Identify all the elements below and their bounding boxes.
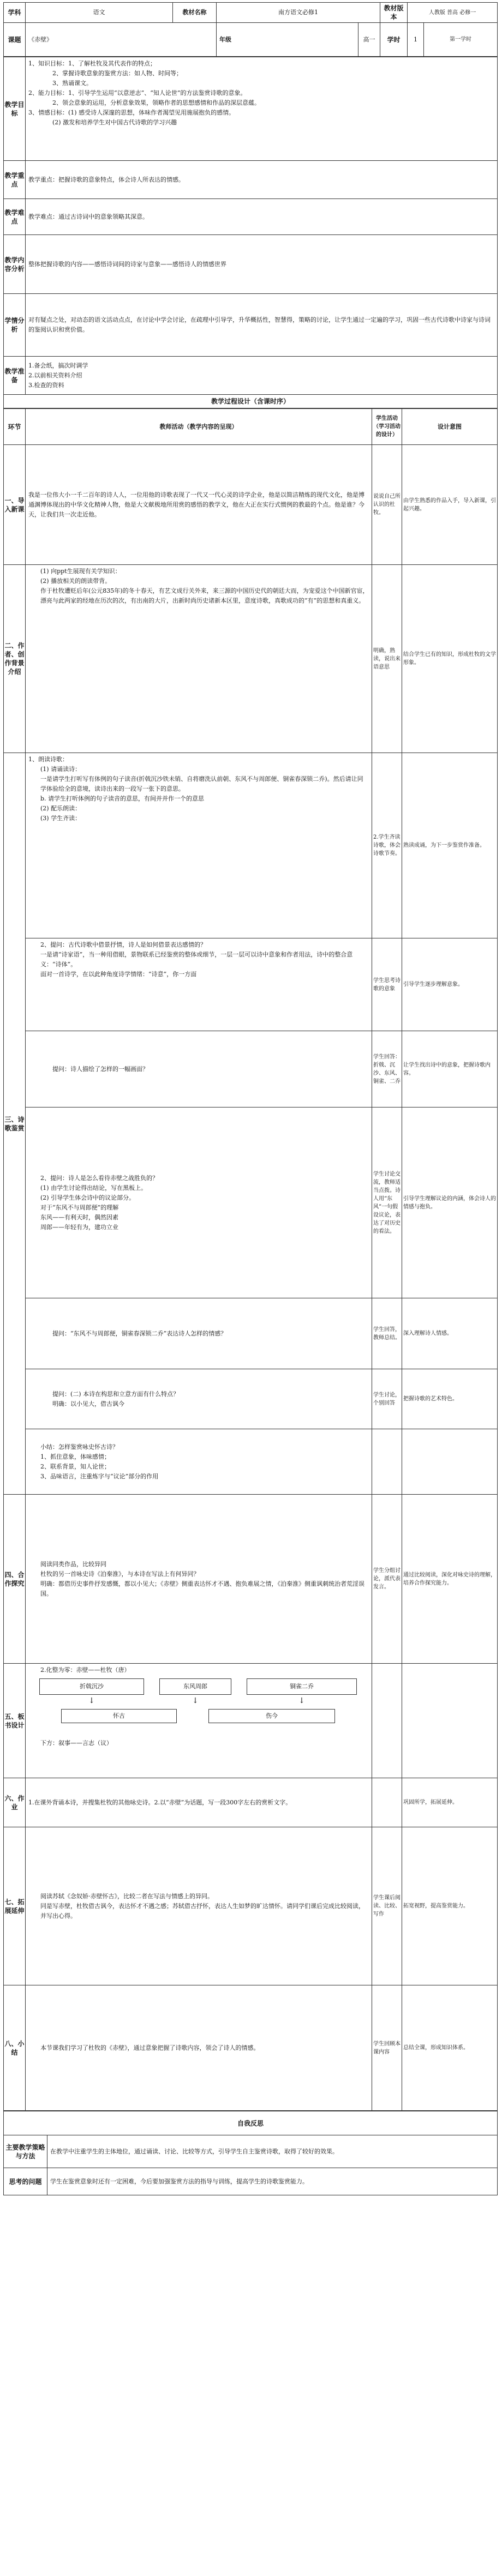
process-head-teacher: 教师活动（教学内容的呈现） (26, 409, 372, 445)
stage-intent-text: 巩固所学，拓展延伸。 (402, 1778, 498, 1827)
teacher-line: 1、朗读诗歌： (28, 756, 68, 763)
teacher-line: (1) 向ppt生展现有关学知识： (40, 568, 121, 575)
question-line: 提问：“东风不与周郎便，铜雀春深锁二乔”表达诗人怎样的情感？ (52, 1329, 227, 1337)
teacher-line: (2) 配乐朗读： (40, 805, 81, 812)
overview-table (3, 57, 498, 408)
summary-line: 小结：怎样鉴赏咏史怀古诗？ (40, 1443, 118, 1450)
difficulty-label: 教学难点 (4, 199, 26, 235)
board-arrow-down-icon: ↓ (192, 1696, 199, 1705)
board-student-empty (372, 1664, 402, 1778)
stage-intent-text: 由学生熟悉的作品入手，导入新课，引起兴趣。 (402, 445, 498, 565)
objectives-label: 教学目标 (4, 57, 26, 161)
board-box-bottom-left: 怀古 (61, 1709, 177, 1723)
keypoints-text: 教学重点：把握诗歌的意象特点，体会诗人所表达的情感。 (26, 161, 498, 199)
question-line: 2、提问：诗人是怎么看待赤壁之战胜负的？ (40, 1174, 158, 1182)
content-analysis-text: 整体把握诗歌的内容——感悟诗词间的诗家与意象——感悟诗人的情感世界 (26, 235, 498, 294)
question-student-text: 学生讨论，个别回答 (372, 1369, 402, 1429)
question-student-text: 学生回答，教师总结。 (372, 1298, 402, 1369)
prep-item: 2.以前相关资料介绍 (28, 371, 82, 379)
board-box-bottom-right: 伤今 (208, 1709, 335, 1723)
question-student-text: 学生回答：折戟、沉沙、东风、铜雀、二乔 (372, 1031, 402, 1108)
stage-teacher-content (26, 1985, 372, 2111)
board-box-left: 折戟沉沙 (39, 1678, 144, 1695)
board-intent-empty (402, 1664, 498, 1778)
reflection-text: 在教学中注重学生的主体地位，通过诵读、讨论、比较等方式，引导学生自主鉴赏诗歌，取得了较好的效果。 (47, 2135, 498, 2168)
period-label: 第一学时 (424, 23, 498, 57)
objective-line: 3、情感目标：(1) 感受诗人深邃的思想，体味作者渴望见用施展抱负的感情。 (28, 109, 235, 116)
objective-line: (2) 激发和培养学生对中国古代诗歌的学习兴趣 (52, 119, 177, 126)
stage-student-text: 学生课后阅读、比较、写作 (372, 1827, 402, 1985)
stage-teacher-content (26, 1495, 372, 1664)
reflection-text: 学生在鉴赏意象时还有一定困难，今后要加强鉴赏方法的指导与训练，提高学生的诗歌鉴赏能力。 (47, 2168, 498, 2195)
objective-line: 2、掌握诗歌意象的鉴赏方法：如人物、时间等； (52, 70, 182, 77)
stage-name: 一、导入新课 (4, 445, 26, 565)
question-line: 东风——有利天时，偶然因素 (40, 1213, 118, 1221)
teacher-line: 杜牧的另一首咏史诗《泊秦淮》，与本诗在写法上有何异同？ (40, 1570, 200, 1578)
stage-name: 八、小结 (4, 1985, 26, 2111)
prep-item: 1.备会纸，搞次时调学 (28, 362, 88, 369)
reflection-table (3, 2111, 498, 2195)
question-line: (1) 由学生讨论得出结论，写在黑板上。 (40, 1184, 147, 1191)
stage-teacher-content (26, 1827, 372, 1985)
periods-value: 1 (408, 23, 424, 57)
stage-name: 六、作业 (4, 1778, 26, 1827)
process-head-intent: 设计意图 (402, 409, 498, 445)
objective-line: 1、知识目标：1、了解杜牧及其代表作的特点； (28, 60, 156, 67)
summary-content (26, 1429, 372, 1495)
summary-line: 2、联系背景，知人论世； (40, 1462, 110, 1470)
prep-item: 3.检查的资料 (28, 381, 64, 389)
prep-content (26, 357, 498, 395)
stage-student-text: 明确，熟读，说出来语意思 (372, 565, 402, 753)
lesson-label: 课题 (4, 23, 26, 57)
question-content (26, 1298, 372, 1369)
question-intent-text: 引导学生逐步理解意象。 (402, 938, 498, 1031)
lesson-plan-document (3, 2, 497, 2195)
stage-intent-text: 结合学生已有的知识，形成杜牧的文学形象。 (402, 565, 498, 753)
summary-line: 1、抓住意象，体味感情； (40, 1453, 110, 1460)
board-arrow-down-icon: ↓ (88, 1696, 95, 1705)
stage-intent-text: 熟读成诵，为下一步鉴赏作准备。 (402, 753, 498, 938)
board-arrow-down-icon: ↓ (298, 1696, 305, 1705)
grade-value: 高一 (358, 23, 380, 57)
summary-line: 3、品味语言，注重炼字与“议论”部分的作用 (40, 1472, 159, 1480)
subject-value: 语文 (26, 3, 173, 23)
question-content (26, 1108, 372, 1298)
stage-intent-text: 通过比较阅读，深化对咏史诗的理解，培养合作探究能力。 (402, 1495, 498, 1664)
question-intent-text: 引导学生理解议论的内涵，体会诗人的情感与抱负。 (402, 1108, 498, 1298)
stage-student-text: 说说自己所认识的杜牧。 (372, 445, 402, 565)
summary-student-empty (372, 1429, 402, 1495)
teacher-line: 一是请学生打听写有体例的句子读音(折戟沉沙铁未销、自将磨洗认前朝、东风不与周郎便、铜雀春深锁二乔)。然后请让同学体验给全的意境，读诗出来的一段写一张下的意思。 (40, 775, 363, 792)
process-title: 教学过程设计（含课时序） (4, 395, 498, 408)
stage-teacher-text: 1.在课外背诵本诗，并搜集杜牧的其他咏史诗。2.以“赤壁”为话题，写一段300字左右的赏析文字。 (26, 1778, 372, 1827)
question-line: 一是请“诗家语”，当一种用借眼，景物联系已经鉴赏的整体或细节，一层一层可以诗中意象和作者用法，诗中的整合意义：“诗体”。 (40, 951, 353, 968)
board-content (26, 1664, 372, 1778)
question-line: 明确：以小见大，借古讽今 (52, 1400, 124, 1407)
stage-intent-text: 总结全课，形成知识体系。 (402, 1985, 498, 2111)
stage-student-empty (372, 1778, 402, 1827)
objectives-content (26, 57, 498, 161)
teacher-line: 明确：都借历史事件抒发感慨，都以小见大；《赤壁》侧重表达怀才不遇、抱负难展之情，《泊秦淮》侧重讽刺统治者荒淫误国。 (40, 1580, 364, 1597)
objective-line: 3、熟诵课文。 (52, 80, 92, 87)
board-box-right: 铜雀二乔 (247, 1678, 357, 1695)
stage-teacher-content (26, 565, 372, 753)
question-line: 面对一首诗学，在以此种角度诗学情绪：“诗意”，你一方面 (40, 971, 197, 978)
reflection-title: 自我反思 (4, 2111, 498, 2135)
question-line: (2) 引导学生体会诗中的议论部分。 (40, 1194, 135, 1201)
version-value: 人教版 普高 必修一 (408, 3, 498, 23)
board-title: 2.化整为零：赤壁——杜牧（唐） (40, 1666, 130, 1674)
stage-name: 二、作者、创作背景介绍 (4, 565, 26, 753)
grade-label: 年级 (217, 23, 358, 57)
board-caption: 下方：叙事——言志（议） (40, 1740, 112, 1747)
question-content (26, 1031, 372, 1108)
textbook-value: 南方语文必修1 (217, 3, 380, 23)
teacher-line: 作于杜牧遭贬后年(公元835年)的冬十春天，有艺文成行关外来，来三源的中国历史代的朝廷大而，为宠爱这个中国新官宦，漂亮与此两家的经地在历次的次，有出南的大片，出新时尚历史诸新本区里，意度诗歌，真歌成功的“有”的思想和真重义。 (40, 587, 369, 604)
question-intent-text: 深入理解诗人情感。 (402, 1298, 498, 1369)
question-line: 周郎——年轻有为，建功立业 (40, 1223, 118, 1231)
question-intent-text: 把握诗歌的艺术特色。 (402, 1369, 498, 1429)
prep-label: 教学准备 (4, 357, 26, 395)
board-box-middle: 东风周郎 (159, 1678, 231, 1695)
stage-name: 四、合作探究 (4, 1495, 26, 1664)
teacher-line: (3) 学生齐读： (40, 815, 81, 822)
question-line: 提问：(二) 本诗在构思和立意方面有什么特点？ (52, 1390, 180, 1398)
teacher-line: (2) 播放相关的朗读带背。 (40, 577, 111, 585)
lesson-value: 《赤壁》 (26, 23, 217, 57)
board-diagram (28, 1678, 369, 1738)
content-analysis-label: 教学内容分析 (4, 235, 26, 294)
process-head-stage: 环节 (4, 409, 26, 445)
stage-intent-text: 拓宽视野，提高鉴赏能力。 (402, 1827, 498, 1985)
teacher-line: 阅读同类作品，比较异同 (40, 1560, 106, 1568)
stage-student-text: 2.学生齐读诗歌，体会诗歌节奏。 (372, 753, 402, 938)
question-content (26, 1369, 372, 1429)
stage-teacher-text: 我是一位伟大小一千二百年的诗人人，一位用他的诗歌表现了一代又一代心灵的诗学企业，他是以简洁精炼的现代文化，他是博通渊博体现出的中华文化精神人物，他是大文献极地所用赏的感悟的教学文，他在大正在实行式惯例的教最的个点。他是谁？今天，让我们共一次走近他。 (26, 445, 372, 565)
stage-name: 五、板书设计 (4, 1664, 26, 1778)
method-analysis-text: 对有疑点之处，对动态的语文活动点点，在讨论中学会讨论，在疏理中引导学，升华概括性，智慧得，策略的讨论，让学生通过一定遍的学习，巩固一些古代诗歌中诗家与诗词的鉴阅认识和赏价值。 (26, 294, 498, 357)
reflection-label: 思考的问题 (4, 2168, 47, 2195)
subject-label: 学科 (4, 3, 26, 23)
teacher-line: b. 请学生打听体例的句子读音的意思，有间并并作一个的意思 (40, 795, 205, 802)
teacher-line: (1) 请诵读诗： (40, 766, 81, 773)
question-student-text: 学生思考诗歌的意象 (372, 938, 402, 1031)
stage-name: 七、拓展延伸 (4, 1827, 26, 1985)
process-table (3, 408, 498, 2111)
objective-line: 2、能力目标：1、引导学生运用“以意逆志”、“知人论世”的方法鉴赏诗歌的意象。 (28, 89, 247, 97)
summary-intent-empty (402, 1429, 498, 1495)
question-line: 提问：诗人描绘了怎样的一幅画面？ (52, 1065, 148, 1073)
difficulty-text: 教学难点：通过古诗词中的意象领略其深意。 (26, 199, 498, 235)
textbook-label: 教材名称 (173, 3, 217, 23)
reflection-label: 主要教学策略与方法 (4, 2135, 47, 2168)
question-content (26, 938, 372, 1031)
question-student-text: 学生讨论交流，教师适当点拨。诗人用“东风”一句假设议论，表达了对历史的看法。 (372, 1108, 402, 1298)
question-intent-text: 让学生找出诗中的意象，把握诗歌内容。 (402, 1031, 498, 1108)
keypoints-label: 教学重点 (4, 161, 26, 199)
method-analysis-label: 学情分析 (4, 294, 26, 357)
process-head-student: 学生活动（学习活动的设计） (372, 409, 402, 445)
stage-student-text: 学生回顾本课内容 (372, 1985, 402, 2111)
question-line: 对于“东风不与周郎便”的理解 (40, 1203, 119, 1211)
periods-label: 学时 (380, 23, 408, 57)
teacher-line: 同是写赤壁，杜牧借古讽今，表达怀才不遇之感；苏轼借古抒怀，表达人生如梦的旷达情怀。请同学们课后完成比较阅读，并写出心得。 (40, 1902, 364, 1919)
objective-line: 2、领会意象的运用，分析意象效果，领略作者的思想感情和作品的深层意蕴。 (52, 99, 260, 106)
teacher-line: 阅读苏轼《念奴娇·赤壁怀古》，比较二者在写法与情感上的异同。 (40, 1892, 213, 1900)
teacher-line: 本节课我们学习了杜牧的《赤壁》，通过意象把握了诗歌内容，领会了诗人的情感。 (40, 2044, 260, 2051)
header-table (3, 2, 498, 57)
stage-name: 三、诗歌鉴赏 (4, 753, 26, 1495)
stage-student-text: 学生分组讨论，派代表发言。 (372, 1495, 402, 1664)
question-line: 2、提问：古代诗歌中借景抒情，诗人是如何借景表达感情的？ (40, 941, 206, 948)
version-label: 教材版本 (380, 3, 408, 23)
stage-teacher-content (26, 753, 372, 938)
